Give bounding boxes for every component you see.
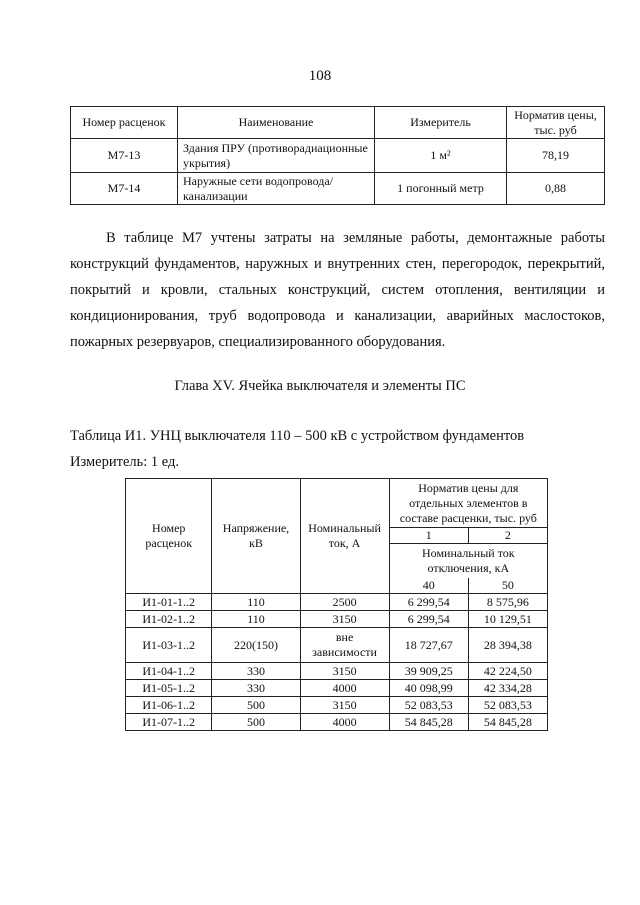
cell-name: Наружные сети водопровода/канализации	[178, 173, 375, 205]
pricing-table-m7	[70, 106, 605, 205]
header-col-1: 1	[389, 528, 468, 544]
header-ka-40: 40	[389, 578, 468, 594]
cell-price-50: 42 224,50	[468, 663, 547, 680]
table-row	[126, 697, 548, 714]
paragraph-text: В таблице М7 учтены затраты на земляные работы, демонтажные работы конструкций фундаментов, наружных и внутренних стен, перегородок, перекрытий, покрытий и кровли, стальных конструкций, систем отопления, вентиляции и кондиционирования, труб водопровода и канализации, аварийных маслостоков, пожарных резервуаров, специализированного оборудования.	[70, 230, 605, 350]
cell-name: Здания ПРУ (противорадиационные укрытия)	[178, 139, 375, 173]
cell-voltage: 220(150)	[212, 628, 300, 663]
cell-voltage: 500	[212, 697, 300, 714]
cell-current: 2500	[300, 594, 389, 611]
cell-price-40: 54 845,28	[389, 714, 468, 731]
pricing-table-i1	[125, 478, 548, 731]
table-row	[126, 594, 548, 611]
header-current: Номинальный ток, А	[300, 479, 389, 594]
cell-voltage: 330	[212, 663, 300, 680]
header-unit: Измеритель	[375, 107, 507, 139]
cell-unit: 1 м²	[375, 139, 507, 173]
cell-current: 4000	[300, 714, 389, 731]
cell-voltage: 110	[212, 611, 300, 628]
table-row	[71, 139, 605, 173]
header-name: Наименование	[178, 107, 375, 139]
cell-code: И1-03-1..2	[126, 628, 212, 663]
cell-price-40: 6 299,54	[389, 594, 468, 611]
cell-current: 3150	[300, 611, 389, 628]
cell-current: 3150	[300, 697, 389, 714]
cell-price-50: 42 334,28	[468, 680, 547, 697]
cell-price-40: 52 083,53	[389, 697, 468, 714]
cell-voltage: 500	[212, 714, 300, 731]
cell-voltage: 330	[212, 680, 300, 697]
table-row	[71, 173, 605, 205]
table-title: Таблица И1. УНЦ выключателя 110 – 500 кВ с устройством фундаментов	[70, 428, 525, 444]
table-header-row	[71, 107, 605, 139]
cell-code: И1-02-1..2	[126, 611, 212, 628]
cell-price: 0,88	[507, 173, 605, 205]
cell-voltage: 110	[212, 594, 300, 611]
table-row	[126, 663, 548, 680]
cell-code: И1-05-1..2	[126, 680, 212, 697]
header-price-group: Норматив цены для отдельных элементов в составе расценки, тыс. руб	[389, 479, 547, 528]
header-code: Номер расценок	[126, 479, 212, 594]
header-ka-50: 50	[468, 578, 547, 594]
page-number: 108	[308, 68, 332, 84]
cell-current: 4000	[300, 680, 389, 697]
cell-price-40: 40 098,99	[389, 680, 468, 697]
table-row	[126, 714, 548, 731]
header-col-2: 2	[468, 528, 547, 544]
header-price: Норматив цены, тыс. руб	[507, 107, 605, 139]
cell-price-50: 8 575,96	[468, 594, 547, 611]
cell-code: И1-01-1..2	[126, 594, 212, 611]
table-row	[126, 680, 548, 697]
body-paragraph	[70, 225, 605, 355]
cell-price-50: 28 394,38	[468, 628, 547, 663]
cell-code: И1-04-1..2	[126, 663, 212, 680]
header-breaking-current: Номинальный ток отключения, кА	[389, 544, 547, 579]
cell-price-50: 10 129,51	[468, 611, 547, 628]
cell-code: М7-13	[71, 139, 178, 173]
cell-price-40: 6 299,54	[389, 611, 468, 628]
cell-price: 78,19	[507, 139, 605, 173]
cell-price-50: 52 083,53	[468, 697, 547, 714]
cell-price-40: 39 909,25	[389, 663, 468, 680]
cell-price-40: 18 727,67	[389, 628, 468, 663]
measure-unit: Измеритель: 1 ед.	[70, 454, 180, 470]
table-row	[126, 611, 548, 628]
cell-current: вне зависимости	[300, 628, 389, 663]
cell-unit: 1 погонный метр	[375, 173, 507, 205]
cell-code: И1-07-1..2	[126, 714, 212, 731]
cell-current: 3150	[300, 663, 389, 680]
header-row-1	[126, 479, 548, 528]
cell-price-50: 54 845,28	[468, 714, 547, 731]
table-row	[126, 628, 548, 663]
header-voltage: Напряжение, кВ	[212, 479, 300, 594]
header-code: Номер расценок	[71, 107, 178, 139]
chapter-title: Глава XV. Ячейка выключателя и элементы ПС	[174, 378, 466, 394]
cell-code: И1-06-1..2	[126, 697, 212, 714]
cell-code: М7-14	[71, 173, 178, 205]
